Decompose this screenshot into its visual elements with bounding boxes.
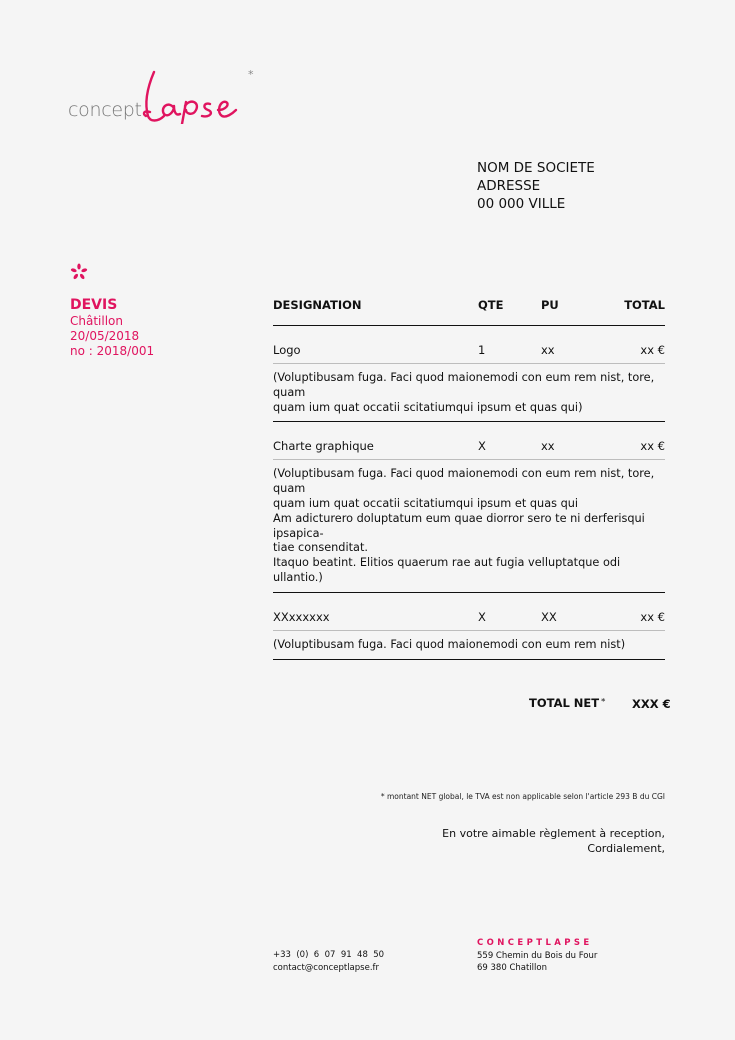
document-place: Châtillon [70, 314, 123, 328]
row-description [273, 364, 665, 422]
row-total: xx € [640, 439, 665, 454]
document-meta [70, 296, 154, 359]
row-description [273, 631, 665, 660]
closing-line: En votre aimable règlement à reception, [442, 827, 665, 840]
row-designation: XXxxxxxx [273, 609, 330, 624]
logo-script-lapse [140, 68, 260, 124]
description-line: (Voluptibusam fuga. Faci quod maionemodi con eum rem nist, tore, quam [273, 467, 655, 496]
row-total: xx € [640, 343, 665, 357]
closing-text [442, 826, 665, 856]
table-row [273, 326, 665, 364]
footer-city: 69 380 Chatillon [477, 963, 547, 973]
header-pu: PU [541, 298, 559, 312]
row-total: xx € [640, 609, 665, 624]
footer-company [477, 937, 597, 975]
total-asterisk: * [601, 697, 606, 706]
description-line: Am adicturero doluptatum eum quae diorror sero te ni derferisqui ipsapica- [273, 511, 645, 540]
description-line: tiae consenditat. [273, 541, 368, 555]
logo-word: concept [68, 99, 142, 121]
row-pu: xx [541, 439, 555, 454]
company-logo [68, 68, 268, 128]
flower-icon [70, 263, 88, 281]
logo-asterisk: * [248, 68, 254, 81]
row-description [273, 460, 665, 592]
description-line: (Voluptibusam fuga. Faci quod maionemodi con eum rem nist, tore, quam [273, 371, 655, 399]
row-designation: Charte graphique [273, 439, 374, 454]
document-date: 20/05/2018 [70, 329, 140, 343]
footer-contact [273, 949, 384, 974]
closing-line: Cordialement, [587, 842, 665, 855]
description-line: quam ium quat occatii scitatiumqui ipsum et quas qui) [273, 400, 583, 414]
vat-footnote: * montant NET global, le TVA est non applicable selon l'article 293 B du CGI [380, 792, 665, 801]
row-pu: xx [541, 343, 555, 357]
description-line: quam ium quat occatii scitatiumqui ipsum et quas qui [273, 496, 579, 510]
row-qte: X [478, 609, 486, 624]
row-qte: X [478, 439, 486, 454]
total-net-label [529, 696, 605, 710]
recipient-city: 00 000 VILLE [477, 196, 566, 212]
document-type: DEVIS [70, 297, 118, 313]
total-net-value: XXX € [632, 697, 671, 711]
quote-table [273, 296, 665, 660]
footer-street: 559 Chemin du Bois du Four [477, 950, 598, 961]
description-line: Itaquo beatint. Elitios quaerum rae aut fugia velluptatque odi ullantio.) [273, 556, 621, 584]
recipient-street: ADRESSE [477, 178, 541, 194]
footer-email: contact@conceptlapse.fr [273, 962, 380, 973]
total-label-text: TOTAL NET [529, 696, 600, 710]
recipient-company: NOM DE SOCIETE [477, 160, 595, 176]
row-designation: Logo [273, 343, 301, 357]
header-designation: DESIGNATION [273, 298, 362, 312]
header-qte: QTE [478, 298, 504, 312]
row-qte: 1 [478, 343, 486, 357]
row-pu: XX [541, 609, 557, 624]
description-line: (Voluptibusam fuga. Faci quod maionemodi con eum rem nist) [273, 637, 626, 651]
header-total: TOTAL [624, 298, 665, 312]
footer-company-name: CONCEPTLAPSE [477, 938, 593, 948]
table-row [273, 422, 665, 460]
document-number: no : 2018/001 [70, 344, 155, 358]
table-row [273, 593, 665, 631]
footer-phone: +33 (0) 6 07 91 48 50 [273, 950, 385, 960]
table-header [273, 296, 665, 326]
recipient-address [477, 159, 595, 213]
